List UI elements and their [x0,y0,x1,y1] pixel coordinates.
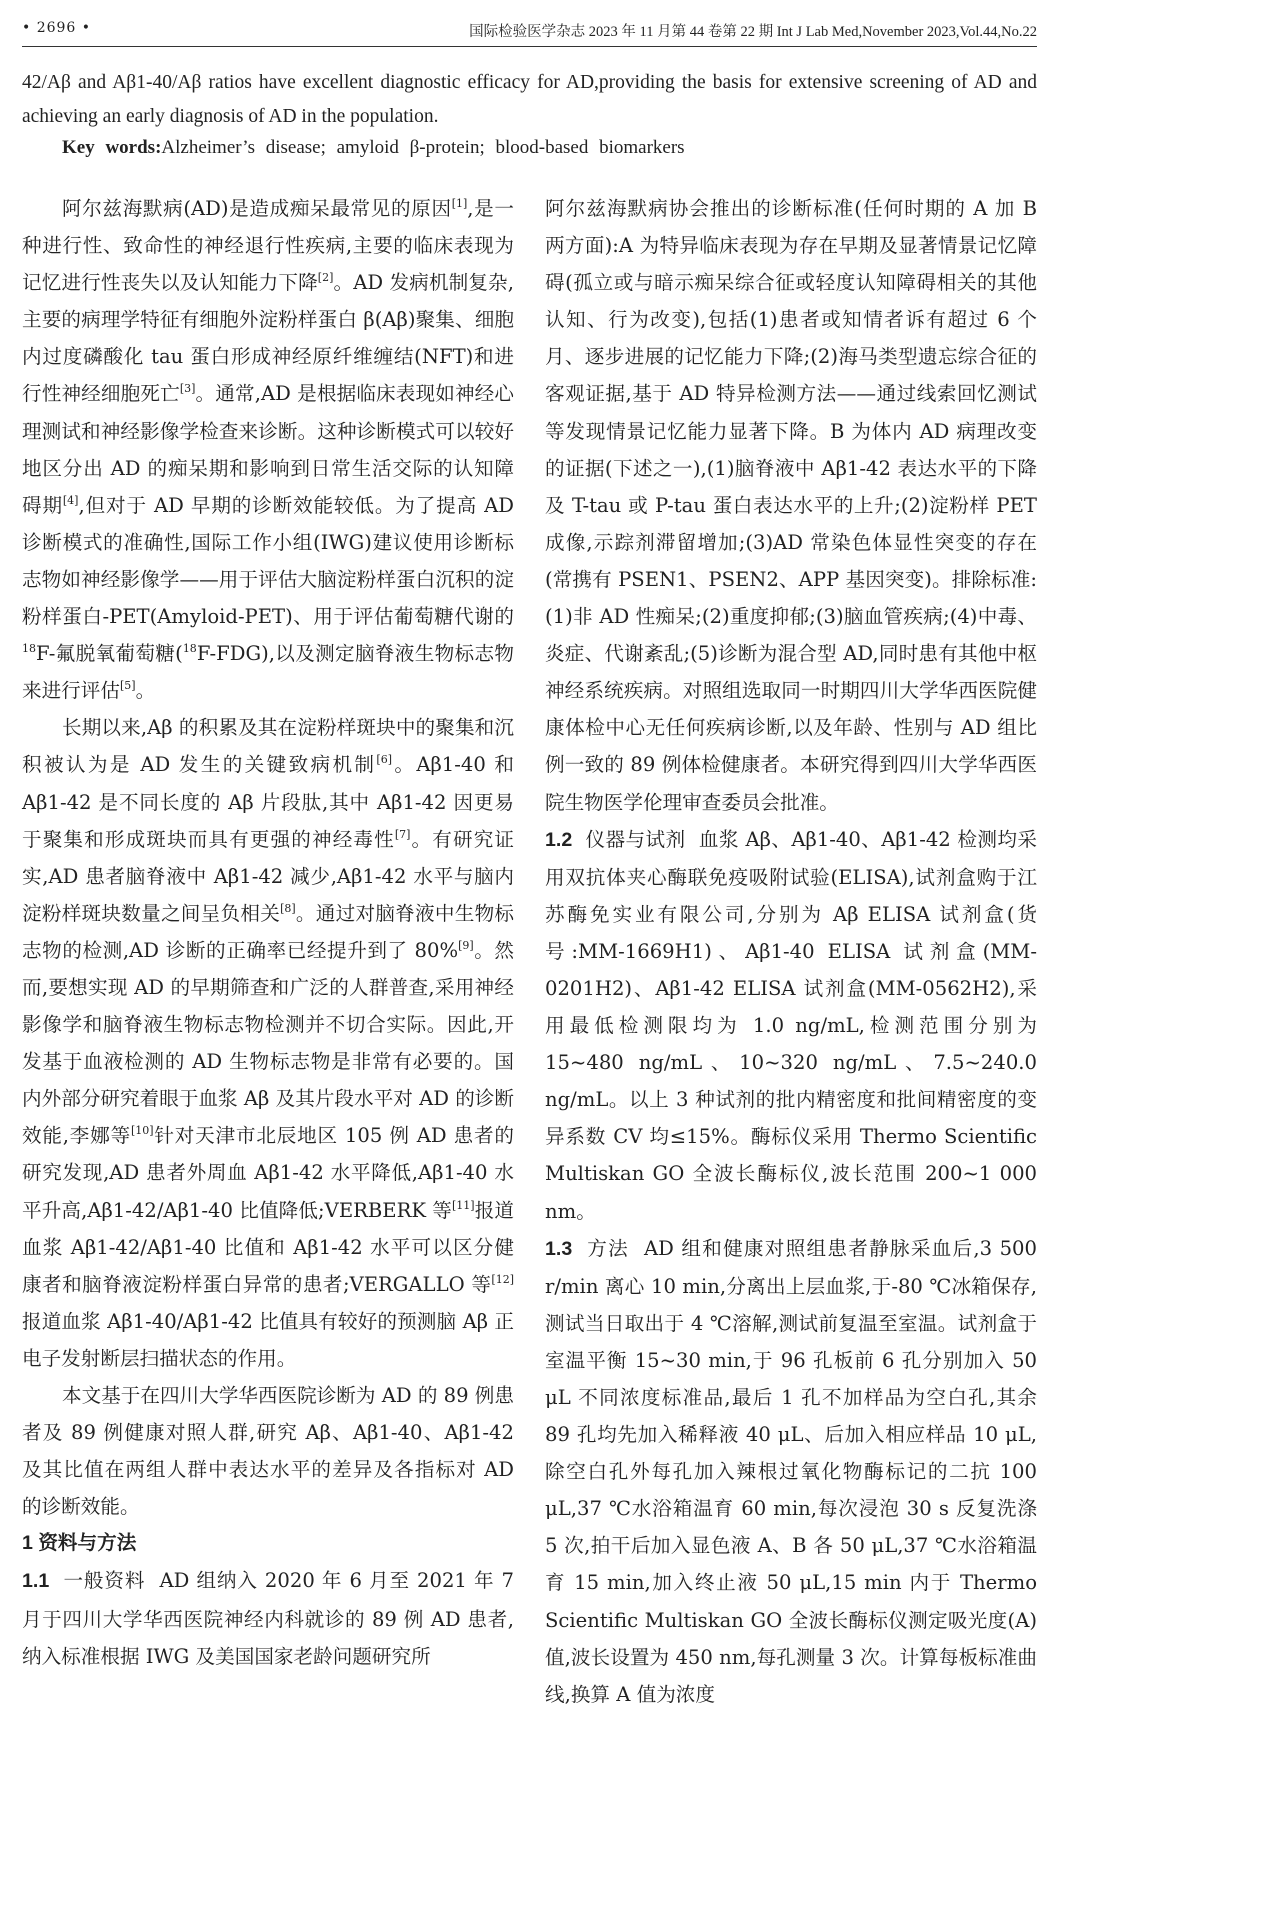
citation: [12] [491,1272,514,1286]
citation: [7] [394,827,411,841]
citation: [1] [451,197,468,210]
intro-paragraph-2: 长期以来,Aβ 的积累及其在淀粉样斑块中的聚集和沉积被认为是 AD 发生的关键致病机制[6]。Aβ1-40 和 Aβ1-42 是不同长度的 Aβ 片段肽,其中 Aβ1-42 因更易于聚集和形成斑块而具有更强的神经毒性[7]。有研究证实,AD 患者脑脊液中 Aβ1-42 减少,Aβ1-42 水平与脑内淀粉样斑块数量之间呈负相关[8]。通过对脑脊液中生物标志物的检测,AD 诊断的正确率已经提升到了 80%[9]。然而,要想实现 AD 的早期筛查和广泛的人群普查,采用神经影像学和脑脊液生物标志物检测并不切合实际。因此,开发基于血液检测的 AD 生物标志物是非常有必要的。国内外部分研究着眼于血浆 Aβ 及其片段水平对 AD 的诊断效能,李娜等[10]针对天津市北辰地区 105 例 AD 患者的研究发现,AD 患者外周血 Aβ1-42 水平降低,Aβ1-40 水平升高,Aβ1-42/Aβ1-40 比值降低;VERBERK 等[11]报道血浆 Aβ1-42/Aβ1-40 比值和 Aβ1-42 水平可以区分健康者和脑脊液淀粉样蛋白异常的患者;VERGALLO 等[12]报道血浆 Aβ1-40/Aβ1-42 比值具有较好的预测脑 Aβ 正电子发射断层扫描状态的作用。 [22,716,515,1370]
citation: [5] [119,679,136,693]
citation: [4] [62,493,79,507]
keywords-text: Alzheimer’s disease; amyloid β-protein; blood-based biomarkers [161,137,685,158]
keywords-label: Key words: [62,137,162,158]
citation: [9] [458,938,474,952]
citation: [3] [179,382,196,396]
running-header [22,18,1037,47]
citation: [8] [280,901,296,915]
right-column [545,190,1037,1713]
subsection-text: AD 组纳入 2020 年 6 月至 2021 年 7 月于四川大学华西医院神经内科就诊的 89 例 AD 患者,纳入标准根据 IWG 及美国国家老龄问题研究所 [22,1569,514,1668]
citation: [11] [452,1198,475,1212]
left-column [22,190,514,1675]
intro-paragraph-3: 本文基于在四川大学华西医院诊断为 AD 的 89 例患者及 89 例健康对照人群,研究 Aβ、Aβ1-40、Aβ1-42 及其比值在两组人群中表达水平的差异及各指标对 AD 的诊断效能。 [22,1384,514,1519]
subsection-number: 1.3 [545,1237,573,1260]
subsection-1-1 [22,1562,514,1674]
citation: [6] [376,753,392,767]
subsection-title: 一般资料 [63,1569,146,1593]
subsection-1-2 [545,821,1037,1230]
abstract-continuation: 42/Aβ and Aβ1-40/Aβ ratios have excellent diagnostic efficacy for AD,providing the basis for extensive screening of AD and achieving an early diagnosis of AD in the population. [22,72,1037,127]
page-number: • 2696 • [22,20,92,36]
journal-citation: 国际检验医学杂志 2023 年 11 月第 44 卷第 22 期 Int J Lab Med,November 2023,Vol.44,No.22 [469,24,1037,40]
isotope-superscript: 18 [22,642,36,656]
subsection-title: 仪器与试剂 [585,827,686,851]
intro-paragraph-1: 阿尔兹海默病(AD)是造成痴呆最常见的原因[1],是一种进行性、致命性的神经退行性疾病,主要的临床表现为记忆进行性丧失以及认知能力下降[2]。AD 发病机制复杂,主要的病理学特征有细胞外淀粉样蛋白 β(Aβ)聚集、细胞内过度磷酸化 tau 蛋白形成神经原纤维缠结(NFT)和进行性神经细胞死亡[3]。通常,AD 是根据临床表现如神经心理测试和神经影像学检查来诊断。这种诊断模式可以较好地区分出 AD 的痴呆期和影响到日常生活交际的认知障碍期[4],但对于 AD 早期的诊断效能较低。为了提高 AD 诊断模式的准确性,国际工作小组(IWG)建议使用诊断标志物如神经影像学——用于评估大脑淀粉样蛋白沉积的淀粉样蛋白-PET(Amyloid-PET)、用于评估葡萄糖代谢的$^{18}$F-氟脱氧葡萄糖($^{18}$F-FDG),以及测定脑脊液生物标志物来进行评估[5]。 [22,197,515,703]
subsection-title: 方法 [587,1236,629,1260]
criteria-paragraph: 阿尔兹海默病协会推出的诊断标准(任何时期的 A 加 B 两方面):A 为特异临床表现为存在早期及显著情景记忆障碍(孤立或与暗示痴呆综合征或轻度认知障碍相关的其他认知、行为改变),包括(1)患者或知情者诉有超过 6 个月、逐步进展的记忆能力下降;(2)海马类型遗忘综合征的客观证据,基于 AD 特异检测方法——通过线索回忆测试等发现情景记忆能力显著下降。B 为体内 AD 病理改变的证据(下述之一),(1)脑脊液中 Aβ1-42 表达水平的下降及 T-tau 或 P-tau 蛋白表达水平的上升;(2)淀粉样 PET 成像,示踪剂滞留增加;(3)AD 常染色体显性突变的存在(常携有 PSEN1、PSEN2、APP 基因突变)。排除标准:(1)非 AD 性痴呆;(2)重度抑郁;(3)脑血管疾病;(4)中毒、炎症、代谢紊乱;(5)诊断为混合型 AD,同时患有其他中枢神经系统疾病。对照组选取同一时期四川大学华西医院健康体检中心无任何疾病诊断,以及年龄、性别与 AD 组比例一致的 89 例体检健康者。本研究得到四川大学华西医院生物医学伦理审查委员会批准。 [545,197,1037,814]
section-heading-methods: 1 资料与方法 [22,1532,137,1555]
subsection-text: 血浆 Aβ、Aβ1-40、Aβ1-42 检测均采用双抗体夹心酶联免疫吸附试验(ELISA),试剂盒购于江苏酶免实业有限公司,分别为 Aβ ELISA 试剂盒(货号:MM-1669H1)、Aβ1-40 ELISA 试剂盒(MM-0201H2)、Aβ1-42 ELISA 试剂盒(MM-0562H2),采用最低检测限均为 1.0 ng/mL,检测范围分别为 15~480 ng/mL、10~320 ng/mL、7.5~240.0 ng/mL。以上 3 种试剂的批内精密度和批间精密度的变异系数 CV 均≤15%。酶标仪采用 Thermo Scientific Multiskan GO 全波长酶标仪,波长范围 200~1 000 nm。 [545,827,1037,1223]
subsection-number: 1.2 [545,828,573,851]
keywords [62,133,1037,163]
subsection-number: 1.1 [22,1570,50,1593]
subsection-1-3 [545,1230,1037,1713]
citation: [2] [317,271,334,285]
subsection-text: AD 组和健康对照组患者静脉采血后,3 500 r/min 离心 10 min,分离出上层血浆,于-80 ℃冰箱保存,测试当日取出于 4 ℃溶解,测试前复温至室温。试剂盒于室温平衡 15~30 min,于 96 孔板前 6 孔分别加入 50 μL 不同浓度标准品,最后 1 孔不加样品为空白孔,其余 89 孔均先加入稀释液 40 μL、后加入相应样品 10 μL,除空白孔外每孔加入辣根过氧化物酶标记的二抗 100 μL,37 ℃水浴箱温育 60 min,每次浸泡 30 s 反复洗涤 5 次,拍干后加入显色液 A、B 各 50 μL,37 ℃水浴箱温育 15 min,加入终止液 50 μL,15 min 内于 Thermo Scientific Multiskan GO 全波长酶标仪测定吸光度(A)值,波长设置为 450 nm,每孔测量 3 次。计算每板标准曲线,换算 A 值为浓度 [545,1236,1037,1706]
isotope-superscript: 18 [182,642,197,656]
citation: [10] [130,1124,154,1138]
